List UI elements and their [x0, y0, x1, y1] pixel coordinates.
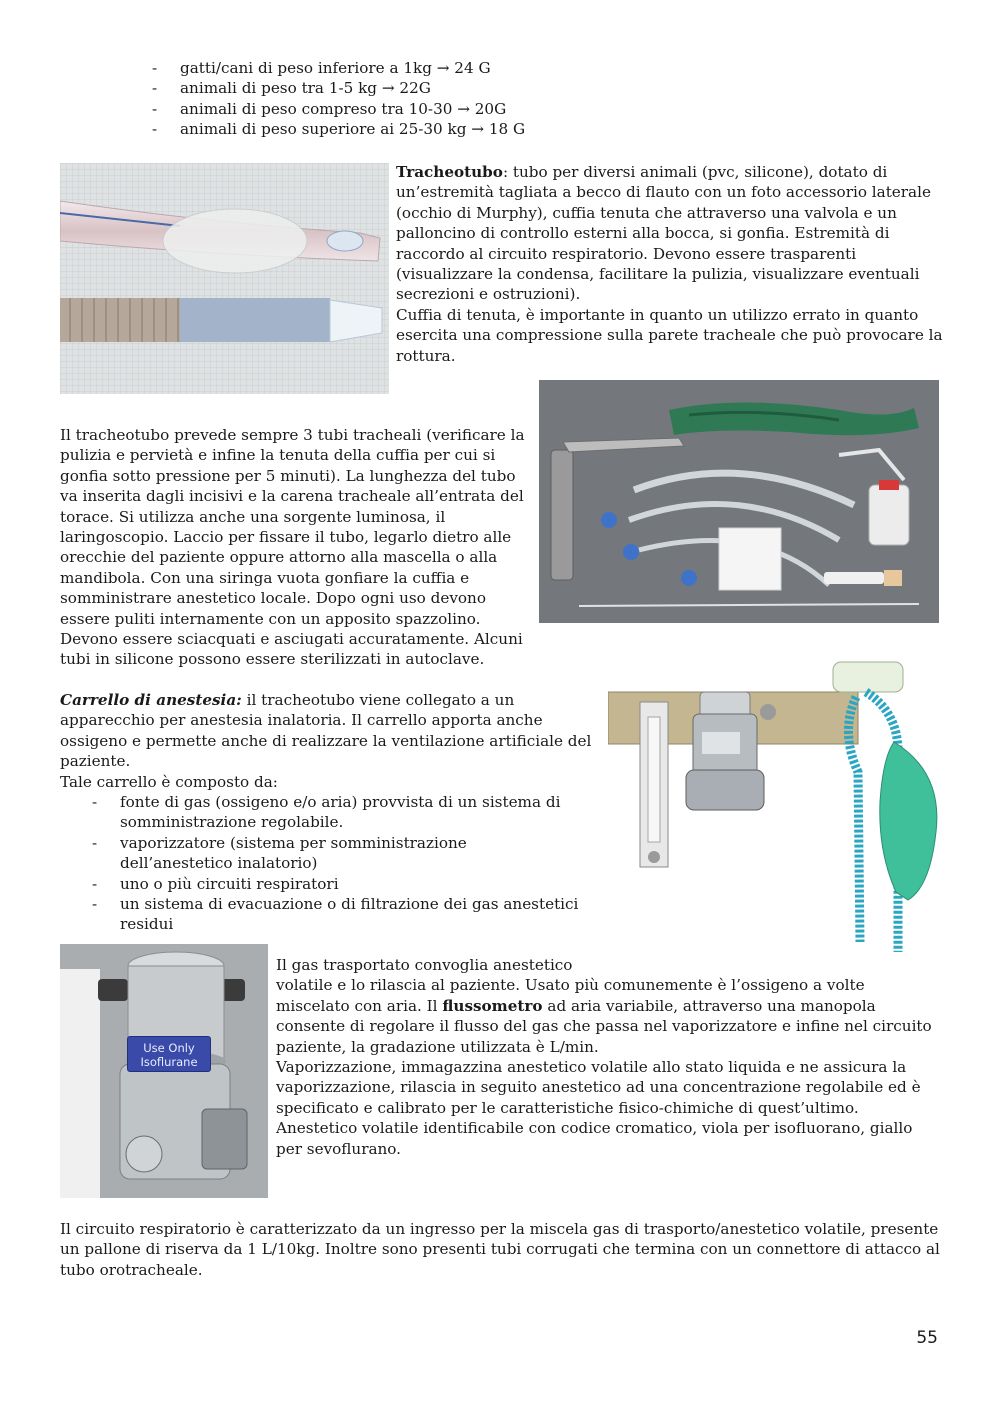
page-number: 55 [916, 1328, 938, 1348]
gas-paragraph: volatile e lo rilascia al paziente. Usato più comunemente è l’ossigeno a volte miscelato con aria. Il flussometro ad aria variabile, attraverso una manopola consente di regolare il flusso del gas che passa nel vaporizzatore e infine nel circuito paziente, la gradazione utilizzata è L/min. [276, 976, 932, 1056]
gas-section [276, 955, 938, 1159]
vaporizer-photo [60, 944, 268, 1198]
list-item: - animali di peso superiore ai 25-30 kg → 18 G [180, 119, 600, 139]
tracheotubo-description: : tubo per diversi animali (pvc, silicone), dotato di un’estremità tagliata a becco di flauto con un foto accessorio laterale (occhio di Murphy), cuffia tenuta che attraverso una valvola e un palloncino di controllo esterni alla bocca, si gonfia. Estremità di raccordo al circuito respiratorio. Devono essere trasparenti (visualizzare la condensa, facilitare la pulizia, visualizzare eventuali secrezioni e ostruzioni). [396, 163, 931, 304]
list-item: - animali di peso tra 1-5 kg → 22G [180, 78, 600, 98]
carrello-section [60, 690, 600, 955]
cuffia-paragraph: Cuffia di tenuta, è importante in quanto un utilizzo errato in quanto esercita una compressione sulla parete tracheale che può provocare la rottura. [396, 305, 943, 365]
tracheotubo-title: Tracheotubo [396, 163, 503, 181]
tubi-paragraph: Il tracheotubo prevede sempre 3 tubi tracheali (verificare la pulizia e pervietà e infine la tenuta della cuffia per cui si gonfia sotto pressione per 5 minuti). La lunghezza del tubo va inserita dagli incisivi e la carena tracheale all’entrata del torace. Si utilizza anche una sorgente luminosa, il laringoscopio. Laccio per fissare il tubo, legarlo dietro alle orecchie del paziente oppure attorno alla mascella o alla mandibola. Con una siringa vuota gonfiare la cuffia e somministrare anestetico locale. Dopo ogni uso devono essere puliti internamente con un apposito spazzolino. Devono essere sciacquati e asciugati accuratamente. Alcuni tubi in silicone possono essere sterilizzati in autoclave. [60, 426, 525, 669]
list-item: - animali di peso compreso tra 10-30 → 20G [180, 99, 600, 119]
list-item: - fonte di gas (ossigeno e/o aria) provvista di un sistema di somministrazione regolabile. [120, 792, 580, 833]
tracheal-tube-photo [60, 163, 389, 394]
gas-line1: Il gas trasportato convoglia anestetico [276, 956, 573, 974]
carrello-title: Carrello di anestesia: [60, 691, 242, 709]
list-item: - gatti/cani di peso inferiore a 1kg → 24 G [180, 58, 600, 78]
circuit-paragraph: Il circuito respiratorio è caratterizzato da un ingresso per la miscela gas di trasporto/anestetico volatile, presente un pallone di riserva da 1 L/10kg. Inoltre sono presenti tubi corrugati che termina con un connettore di attacco al tubo orotracheale. [60, 1220, 940, 1279]
list-item: - un sistema di evacuazione o di filtrazione dei gas anestetici residui [120, 894, 580, 935]
carrello-composed: Tale carrello è composto da: [60, 772, 278, 791]
flussometro-term: flussometro [442, 996, 543, 1015]
carrello-list [120, 792, 580, 955]
tracheotubo-paragraph [396, 162, 944, 305]
list-item: - vaporizzatore (sistema per somministrazione dell’anestetico inalatorio) [120, 833, 580, 874]
list-item: - uno o più circuiti respiratori [120, 874, 580, 894]
vaporizzazione-paragraph: Vaporizzazione, immagazzina anestetico volatile allo stato liquida e ne assicura la vaporizzazione, rilascia in seguito anestetico ad una concentrazione regolabile ed è specificato e calibrato per le caratteristiche fisico-chimiche di quest’ultimo. Anestetico volatile identificabile con codice cromatico, viola per isofluorano, giallo per sevoflurano. [276, 1058, 921, 1158]
gauge-list [180, 58, 600, 140]
isoflurane-label: Use Only Isoflurane [127, 1036, 211, 1072]
carrello-intro: Carrello di anestesia: il tracheotubo viene collegato a un apparecchio per anestesia inalatoria. Il carrello apporta anche ossigeno e permette anche di realizzare la ventilazione artificiale del paziente. [60, 691, 592, 771]
anesthesia-machine-photo [608, 652, 948, 954]
tracheotubo-section [396, 162, 944, 366]
intubation-kit-photo [539, 380, 939, 623]
